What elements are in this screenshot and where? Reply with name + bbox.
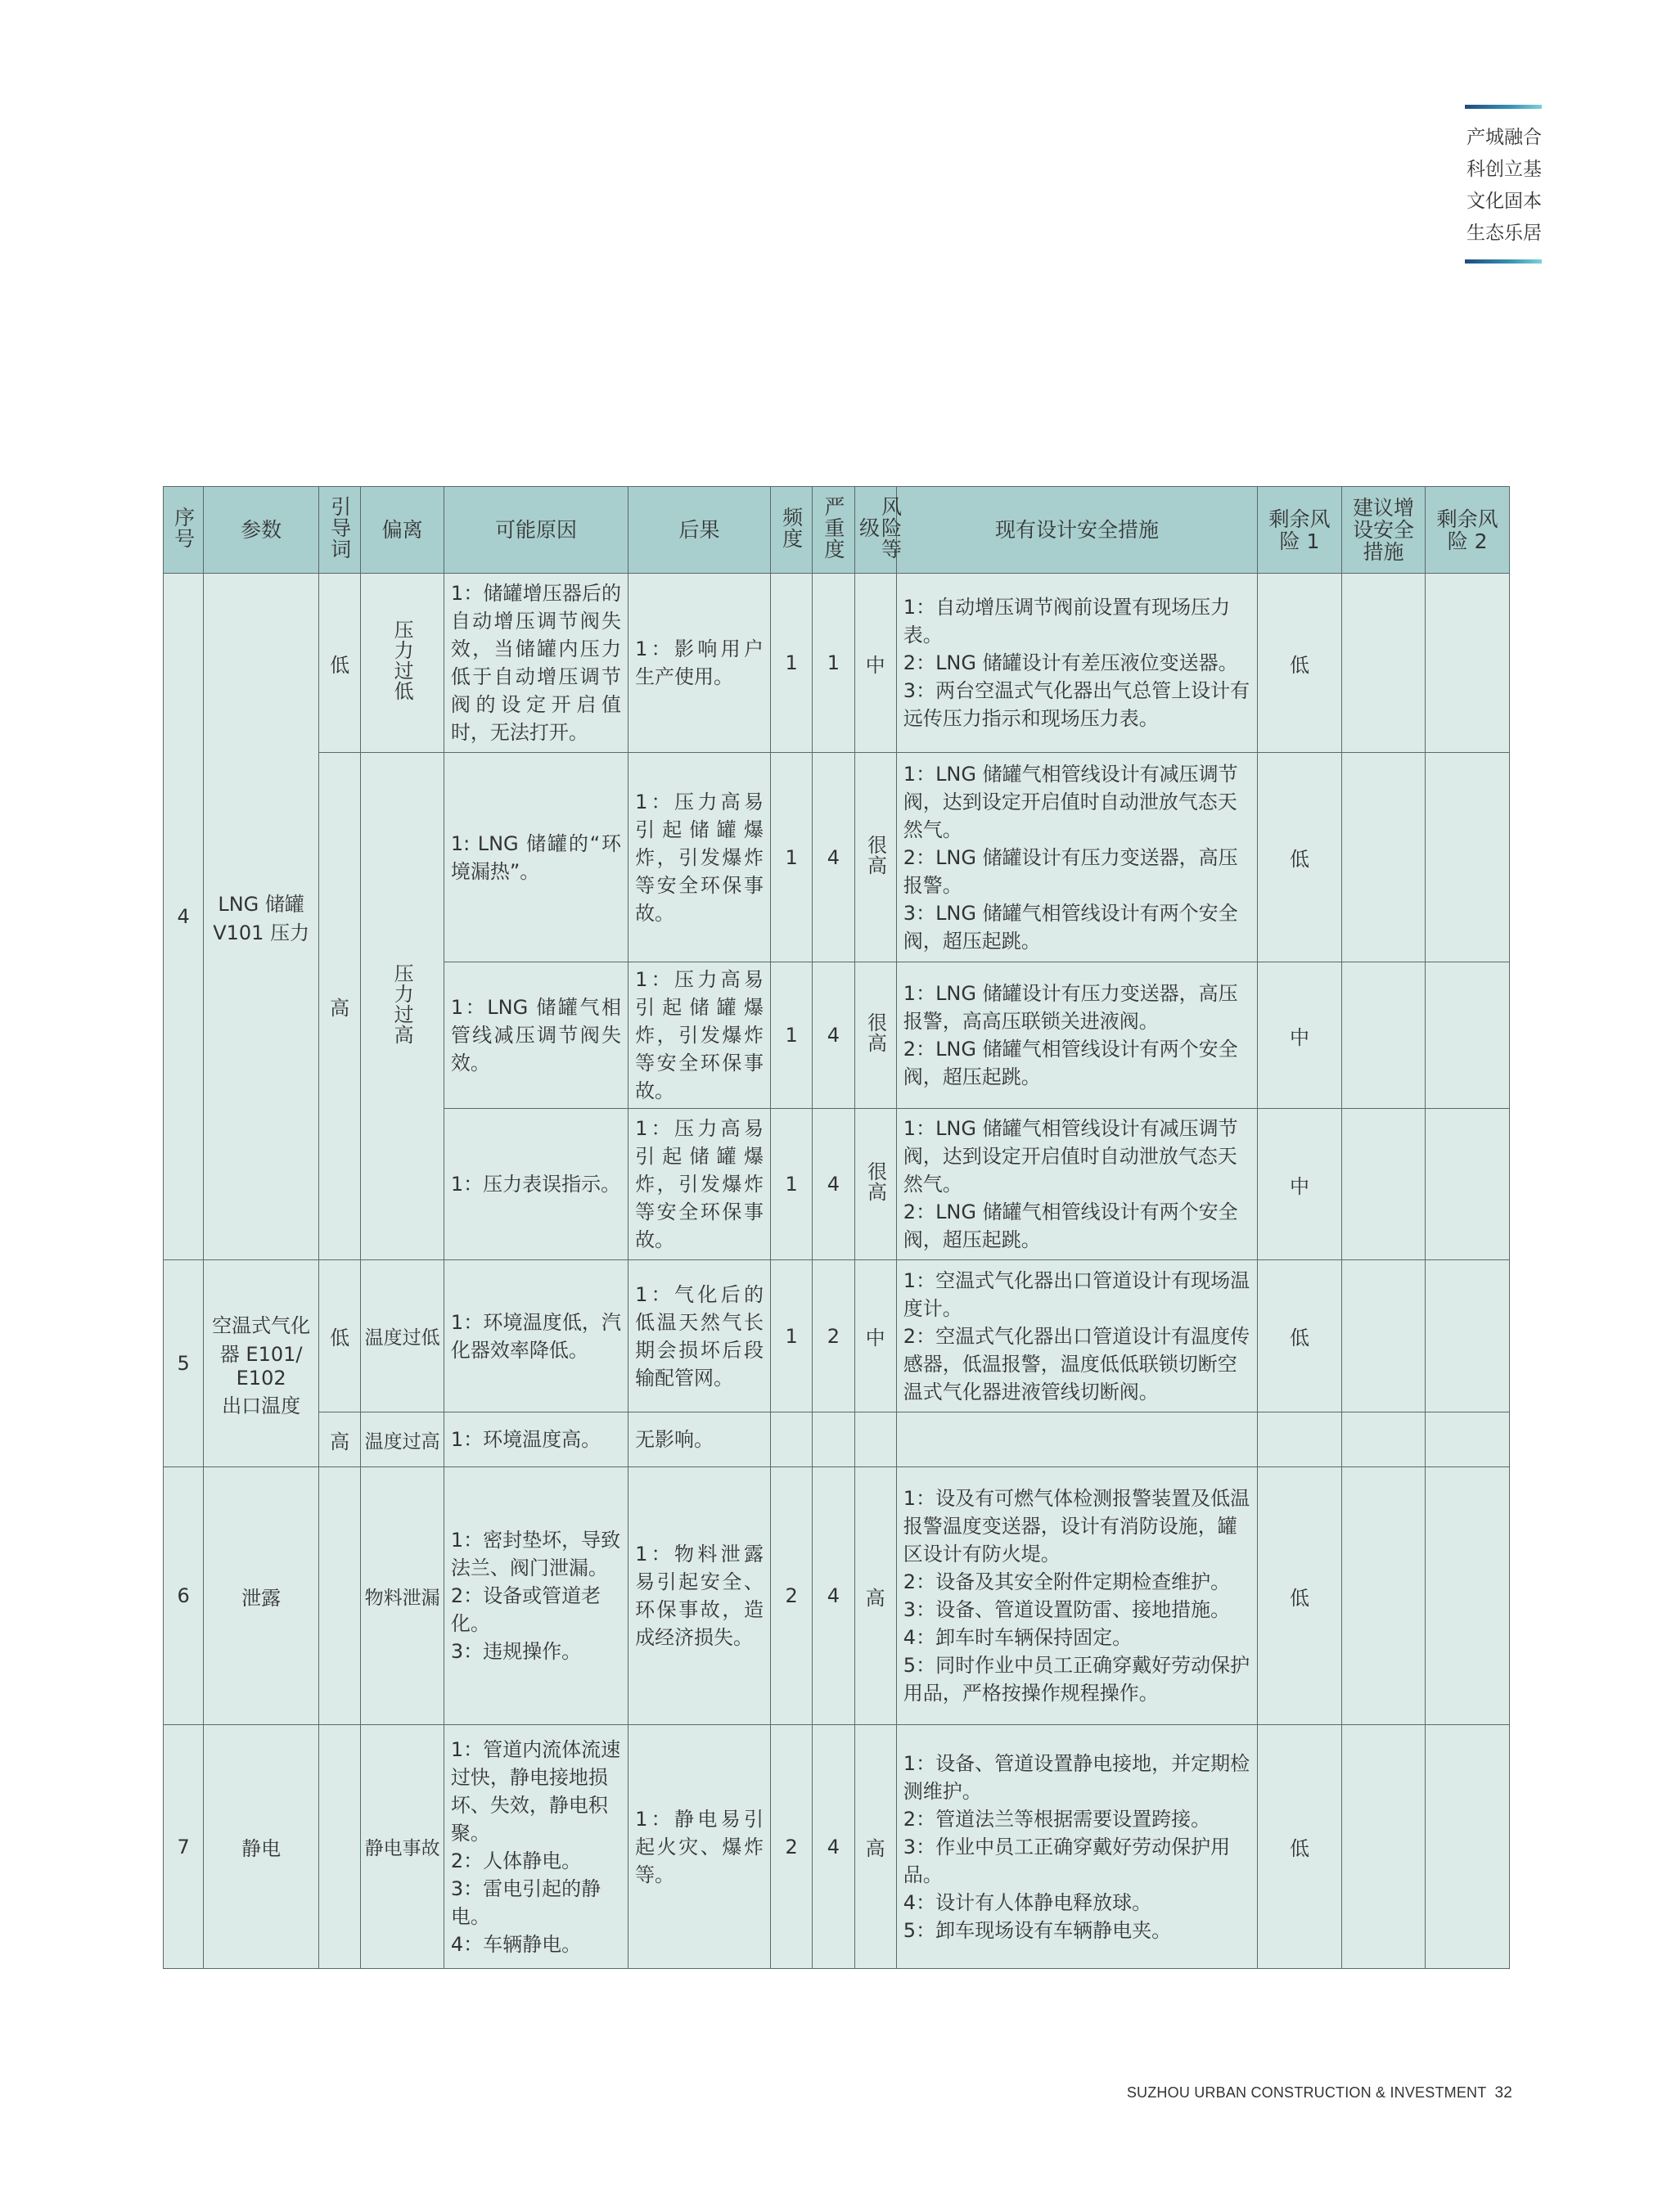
header-cause: 可能原因 bbox=[444, 487, 628, 574]
cell-advice bbox=[1341, 962, 1426, 1109]
cell-residual2 bbox=[1426, 1109, 1510, 1260]
header-measures: 现有设计安全措施 bbox=[896, 487, 1257, 574]
cell-guide bbox=[319, 1725, 361, 1969]
cell-measures: 1：LNG 储罐设计有压力变送器，高压报警，高高压联锁关进液阀。 2：LNG 储罐气相管线设计有两个安全阀，超压起跳。 bbox=[896, 962, 1257, 1109]
cell-risk: 高 bbox=[854, 1725, 896, 1969]
cell-severity: 4 bbox=[813, 1109, 854, 1260]
side-nav bbox=[1465, 105, 1542, 264]
cell-cause: 1：密封垫坏，导致法兰、阀门泄漏。 2：设备或管道老化。 3：违规操作。 bbox=[444, 1467, 628, 1725]
footer-publication-name: SUZHOU URBAN CONSTRUCTION & INVESTMENT bbox=[1126, 2084, 1487, 2101]
cell-residual2 bbox=[1426, 1412, 1510, 1467]
table-row bbox=[164, 753, 1510, 962]
cell-risk: 中 bbox=[854, 1260, 896, 1412]
cell-seq: 5 bbox=[164, 1260, 204, 1467]
header-consequence: 后果 bbox=[628, 487, 771, 574]
header-param: 参数 bbox=[204, 487, 319, 574]
cell-severity: 4 bbox=[813, 1725, 854, 1969]
cell-residual1: 低 bbox=[1258, 574, 1342, 753]
cell-residual2 bbox=[1426, 1260, 1510, 1412]
cell-param: LNG 储罐 V101 压力 bbox=[204, 574, 319, 1260]
cell-residual2 bbox=[1426, 753, 1510, 962]
side-nav-list bbox=[1465, 109, 1542, 259]
cell-seq: 4 bbox=[164, 574, 204, 1260]
cell-cause: 1：储罐增压器后的自动增压调节阀失效，当储罐内压力低于自动增压调节阀的设定开启值时，无法打开。 bbox=[444, 574, 628, 753]
cell-severity: 1 bbox=[813, 574, 854, 753]
cell-residual1: 低 bbox=[1258, 1725, 1342, 1969]
cell-advice bbox=[1341, 1412, 1426, 1467]
cell-seq: 7 bbox=[164, 1725, 204, 1969]
cell-risk: 高 bbox=[854, 1467, 896, 1725]
side-nav-item[interactable]: 生态乐居 bbox=[1466, 223, 1542, 244]
cell-residual1: 低 bbox=[1258, 1260, 1342, 1412]
cell-cause: 1：LNG 储罐气相管线减压调节阀失效。 bbox=[444, 962, 628, 1109]
cell-freq: 1 bbox=[771, 1109, 813, 1260]
cell-residual2 bbox=[1426, 1725, 1510, 1969]
cell-residual1: 低 bbox=[1258, 753, 1342, 962]
page-number: 32 bbox=[1494, 2084, 1512, 2102]
cell-risk: 很高 bbox=[854, 1109, 896, 1260]
header-advice: 建议增设安全措施 bbox=[1341, 487, 1426, 574]
cell-deviation: 静电事故 bbox=[361, 1725, 444, 1969]
cell-advice bbox=[1341, 574, 1426, 753]
cell-freq: 1 bbox=[771, 1260, 813, 1412]
cell-deviation: 压力过低 bbox=[361, 574, 444, 753]
cell-guide: 低 bbox=[319, 1260, 361, 1412]
cell-residual1: 低 bbox=[1258, 1467, 1342, 1725]
cell-cause: 1：环境温度高。 bbox=[444, 1412, 628, 1467]
cell-advice bbox=[1341, 1109, 1426, 1260]
cell-residual1: 中 bbox=[1258, 1109, 1342, 1260]
table-header-row bbox=[164, 487, 1510, 574]
cell-deviation: 温度过高 bbox=[361, 1412, 444, 1467]
cell-freq: 1 bbox=[771, 962, 813, 1109]
cell-residual1 bbox=[1258, 1412, 1342, 1467]
cell-guide: 低 bbox=[319, 574, 361, 753]
cell-measures: 1：LNG 储罐气相管线设计有减压调节阀，达到设定开启值时自动泄放气态天然气。 2：LNG 储罐气相管线设计有两个安全阀，超压起跳。 bbox=[896, 1109, 1257, 1260]
cell-severity: 4 bbox=[813, 962, 854, 1109]
cell-freq: 1 bbox=[771, 753, 813, 962]
cell-residual2 bbox=[1426, 962, 1510, 1109]
cell-measures: 1：空温式气化器出口管道设计有现场温度计。 2：空温式气化器出口管道设计有温度传感器，低温报警，温度低低联锁切断空温式气化器进液管线切断阀。 bbox=[896, 1260, 1257, 1412]
cell-residual1: 中 bbox=[1258, 962, 1342, 1109]
cell-advice bbox=[1341, 1260, 1426, 1412]
cell-freq: 2 bbox=[771, 1467, 813, 1725]
cell-measures: 1：LNG 储罐气相管线设计有减压调节阀，达到设定开启值时自动泄放气态天然气。 2：LNG 储罐设计有压力变送器，高压报警。 3：LNG 储罐气相管线设计有两个安全阀，超压起跳。 bbox=[896, 753, 1257, 962]
cell-risk bbox=[854, 1412, 896, 1467]
cell-measures: 1：自动增压调节阀前设置有现场压力表。 2：LNG 储罐设计有差压液位变送器。 3：两台空温式气化器出气总管上设计有远传压力指示和现场压力表。 bbox=[896, 574, 1257, 753]
cell-guide bbox=[319, 1467, 361, 1725]
table-row bbox=[164, 574, 1510, 753]
cell-risk: 很高 bbox=[854, 962, 896, 1109]
cell-guide: 高 bbox=[319, 1412, 361, 1467]
cell-param: 泄露 bbox=[204, 1467, 319, 1725]
cell-cause: 1：管道内流体流速过快，静电接地损坏、失效，静电积聚。 2：人体静电。 3：雷电引起的静电。 4：车辆静电。 bbox=[444, 1725, 628, 1969]
header-guide: 引导词 bbox=[319, 487, 361, 574]
header-deviation: 偏离 bbox=[361, 487, 444, 574]
header-risk: 风险等级 bbox=[854, 487, 896, 574]
cell-consequence: 1：物料泄露易引起安全、环保事故，造成经济损失。 bbox=[628, 1467, 771, 1725]
table-row bbox=[164, 1412, 1510, 1467]
cell-consequence: 1：压力高易引起储罐爆炸，引发爆炸等安全环保事故。 bbox=[628, 962, 771, 1109]
table-row bbox=[164, 1260, 1510, 1412]
cell-measures: 1：设备、管道设置静电接地，并定期检测维护。 2：管道法兰等根据需要设置跨接。 3：作业中员工正确穿戴好劳动保护用品。 4：设计有人体静电释放球。 5：卸车现场设有车辆静电夹。 bbox=[896, 1725, 1257, 1969]
cell-freq: 1 bbox=[771, 574, 813, 753]
cell-deviation: 温度过低 bbox=[361, 1260, 444, 1412]
header-seq: 序号 bbox=[164, 487, 204, 574]
cell-measures: 1：设及有可燃气体检测报警装置及低温报警温度变送器，设计有消防设施，罐区设计有防火堤。 2：设备及其安全附件定期检查维护。 3：设备、管道设置防雷、接地措施。 4：卸车时车辆保持固定。 5：同时作业中员工正确穿戴好劳动保护用品，严格按操作规程操作。 bbox=[896, 1467, 1257, 1725]
cell-consequence: 1：压力高易引起储罐爆炸，引发爆炸等安全环保事故。 bbox=[628, 753, 771, 962]
cell-cause: 1：环境温度低，汽化器效率降低。 bbox=[444, 1260, 628, 1412]
cell-cause: 1：压力表误指示。 bbox=[444, 1109, 628, 1260]
side-nav-item[interactable]: 文化固本 bbox=[1466, 191, 1542, 212]
cell-residual2 bbox=[1426, 1467, 1510, 1725]
cell-risk: 中 bbox=[854, 574, 896, 753]
cell-consequence: 1：影响用户生产使用。 bbox=[628, 574, 771, 753]
cell-deviation: 物料泄漏 bbox=[361, 1467, 444, 1725]
cell-severity: 4 bbox=[813, 753, 854, 962]
cell-severity: 2 bbox=[813, 1260, 854, 1412]
cell-consequence: 1：静电易引起火灾、爆炸等。 bbox=[628, 1725, 771, 1969]
cell-severity bbox=[813, 1412, 854, 1467]
cell-param: 静电 bbox=[204, 1725, 319, 1969]
cell-consequence: 1：气化后的低温天然气长期会损坏后段输配管网。 bbox=[628, 1260, 771, 1412]
cell-residual2 bbox=[1426, 574, 1510, 753]
cell-freq bbox=[771, 1412, 813, 1467]
header-severity: 严重度 bbox=[813, 487, 854, 574]
cell-cause: 1: LNG 储罐的“环境漏热”。 bbox=[444, 753, 628, 962]
side-nav-item[interactable]: 产城融合 bbox=[1466, 127, 1542, 148]
side-nav-bottom-line bbox=[1465, 259, 1542, 264]
cell-severity: 4 bbox=[813, 1467, 854, 1725]
header-freq: 频度 bbox=[771, 487, 813, 574]
cell-advice bbox=[1341, 1725, 1426, 1969]
side-nav-item[interactable]: 科创立基 bbox=[1466, 159, 1542, 180]
cell-advice bbox=[1341, 1467, 1426, 1725]
header-residual2: 剩余风险 2 bbox=[1426, 487, 1510, 574]
table-row bbox=[164, 1467, 1510, 1725]
cell-consequence: 无影响。 bbox=[628, 1412, 771, 1467]
cell-measures bbox=[896, 1412, 1257, 1467]
cell-freq: 2 bbox=[771, 1725, 813, 1969]
cell-guide: 高 bbox=[319, 753, 361, 1260]
cell-advice bbox=[1341, 753, 1426, 962]
header-residual1: 剩余风险 1 bbox=[1258, 487, 1342, 574]
cell-seq: 6 bbox=[164, 1467, 204, 1725]
table-row bbox=[164, 1725, 1510, 1969]
cell-consequence: 1：压力高易引起储罐爆炸，引发爆炸等安全环保事故。 bbox=[628, 1109, 771, 1260]
hazop-table bbox=[163, 486, 1510, 1969]
cell-param: 空温式气化 器 E101/ E102 出口温度 bbox=[204, 1260, 319, 1467]
page-footer bbox=[1127, 2084, 1512, 2102]
cell-risk: 很高 bbox=[854, 753, 896, 962]
cell-deviation: 压力过高 bbox=[361, 753, 444, 1260]
